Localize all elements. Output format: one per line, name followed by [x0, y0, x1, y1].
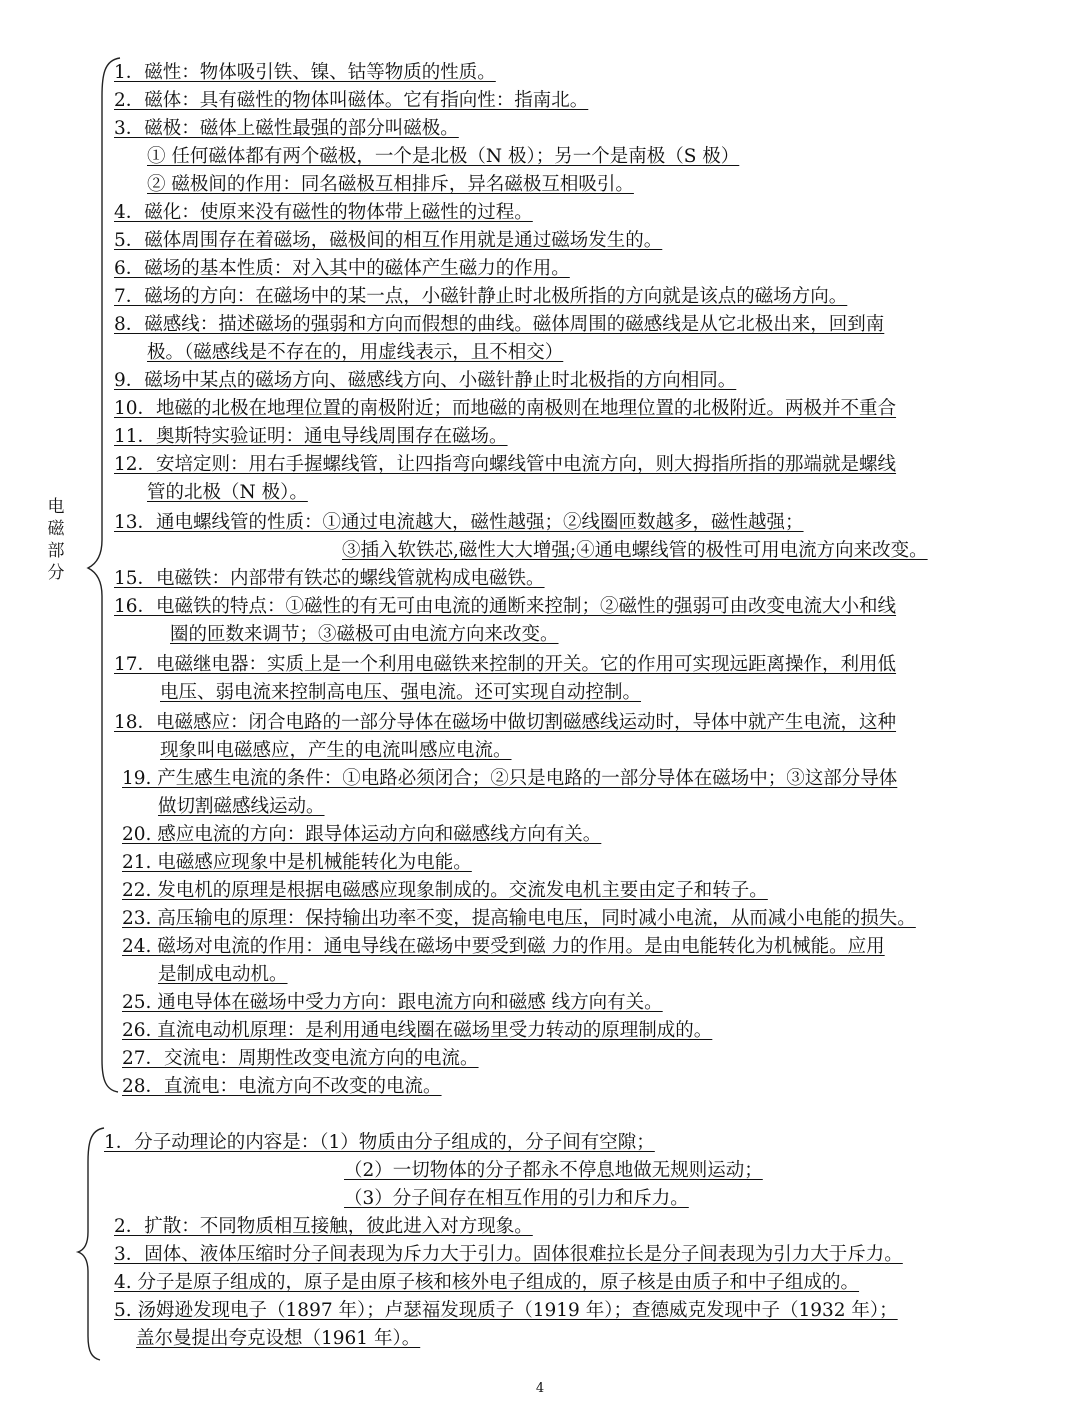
line-25: 25. 通电导体在磁场中受力方向：跟电流方向和磁感 线方向有关。: [122, 992, 663, 1013]
line-26: 26. 直流电动机原理：是利用通电线圈在磁场里受力转动的原理制成的。: [122, 1020, 713, 1041]
line-27: 27．交流电：周期性改变电流方向的电流。: [122, 1048, 479, 1069]
line-18: 18．电磁感应：闭合电路的一部分导体在磁场中做切割磁感线运动时，导体中就产生电流，这种: [114, 712, 897, 733]
brace-molecular: [78, 1128, 104, 1360]
line-20: 20. 感应电流的方向：跟导体运动方向和磁感线方向有关。: [122, 824, 602, 845]
line-10: 10．地磁的北极在地理位置的南极附近；而地磁的南极则在地理位置的北极附近。两极并不重合: [114, 398, 897, 419]
line-7: 7．磁场的方向：在磁场中的某一点，小磁针静止时北极所指的方向就是该点的磁场方向。: [114, 286, 848, 307]
line-21: 21. 电磁感应现象中是机械能转化为电能。: [122, 852, 472, 873]
line-3-1: ① 任何磁体都有两个磁极，一个是北极（N 极）；另一个是南极（S 极）: [147, 146, 740, 167]
mol-line-4: 4. 分子是原子组成的，原子是由原子核和核外电子组成的，原子核是由质子和中子组成的。: [114, 1272, 860, 1293]
line-6: 6．磁场的基本性质：对入其中的磁体产生磁力的作用。: [114, 258, 570, 279]
line-16: 16．电磁铁的特点：①磁性的有无可由电流的通断来控制；②磁性的强弱可由改变电流大小和线: [114, 596, 897, 617]
line-9: 9．磁场中某点的磁场方向、磁感线方向、小磁针静止时北极指的方向相同。: [114, 370, 737, 391]
line-19-cont: 做切割磁感线运动。: [158, 796, 325, 817]
line-8-cont: 极。（磁感线是不存在的，用虚线表示，且不相交）: [147, 342, 564, 363]
line-19: 19. 产生感生电流的条件：①电路必须闭合；②只是电路的一部分导体在磁场中；③这部分导体: [122, 768, 898, 789]
line-11: 11．奥斯特实验证明：通电导线周围存在磁场。: [114, 426, 508, 447]
line-3: 3．磁极：磁体上磁性最强的部分叫磁极。: [114, 118, 459, 139]
line-5: 5．磁体周围存在着磁场，磁极间的相互作用就是通过磁场发生的。: [114, 230, 663, 251]
page-number: 4: [535, 1381, 545, 1396]
line-16-cont: 圈的匝数来调节；③磁极可由电流方向来改变。: [170, 624, 559, 645]
line-12: 12．安培定则：用右手握螺线管，让四指弯向螺线管中电流方向，则大拇指所指的那端就是螺线: [114, 454, 897, 475]
mol-line-1: 1．分子动理论的内容是：（1）物质由分子组成的，分子间有空隙；: [104, 1132, 655, 1153]
line-28: 28．直流电：电流方向不改变的电流。: [122, 1076, 442, 1097]
line-12-cont: 管的北极（N 极）。: [147, 482, 308, 503]
mol-line-3: 3．固体、液体压缩时分子间表现为斥力大于引力。固体很难拉长是分子间表现为引力大于斥力。: [114, 1244, 903, 1265]
line-4: 4．磁化：使原来没有磁性的物体带上磁性的过程。: [114, 202, 533, 223]
line-24-cont: 是制成电动机。: [158, 964, 288, 985]
line-18-cont: 现象叫电磁感应，产生的电流叫感应电流。: [160, 740, 512, 761]
mol-line-5-cont: 盖尔曼提出夸克设想（1961 年）。: [136, 1328, 421, 1349]
line-15: 15．电磁铁：内部带有铁芯的螺线管就构成电磁铁。: [114, 568, 545, 589]
line-13-cont: ③插入软铁芯,磁性大大增强;④通电螺线管的极性可用电流方向来改变。: [342, 540, 928, 561]
line-1: 1．磁性：物体吸引铁、镍、钴等物质的性质。: [114, 62, 496, 83]
line-13: 13．通电螺线管的性质：①通过电流越大，磁性越强；②线圈匝数越多，磁性越强；: [114, 512, 804, 533]
line-17: 17．电磁继电器：实质上是一个利用电磁铁来控制的开关。它的作用可实现远距离操作，利用低: [114, 654, 897, 675]
mol-line-1-3: （3）分子间存在相互作用的引力和斥力。: [344, 1188, 689, 1209]
mol-line-5: 5. 汤姆逊发现电子（1897 年）；卢瑟福发现质子（1919 年）；查德威克发现中子（1932 年）；: [114, 1300, 898, 1321]
mol-line-2: 2．扩散：不同物质相互接触，彼此进入对方现象。: [114, 1216, 533, 1237]
line-23: 23. 高压输电的原理：保持输出功率不变，提高输电电压，同时减小电流，从而减小电能的损失。: [122, 908, 916, 929]
line-2: 2．磁体：具有磁性的物体叫磁体。它有指向性：指南北。: [114, 90, 589, 111]
line-17-cont: 电压、弱电流来控制高电压、强电流。还可实现自动控制。: [160, 682, 642, 703]
side-label-electromagnetism: 电磁部分: [47, 497, 65, 583]
line-24: 24. 磁场对电流的作用：通电导线在磁场中要受到磁 力的作用。是由电能转化为机械能。应用: [122, 936, 885, 957]
line-8: 8．磁感线：描述磁场的强弱和方向而假想的曲线。磁体周围的磁感线是从它北极出来，回到南: [114, 314, 885, 335]
mol-line-1-2: （2）一切物体的分子都永不停息地做无规则运动；: [344, 1160, 763, 1181]
line-22: 22. 发电机的原理是根据电磁感应现象制成的。交流发电机主要由定子和转子。: [122, 880, 768, 901]
line-3-2: ② 磁极间的作用：同名磁极互相排斥，异名磁极互相吸引。: [147, 174, 634, 195]
